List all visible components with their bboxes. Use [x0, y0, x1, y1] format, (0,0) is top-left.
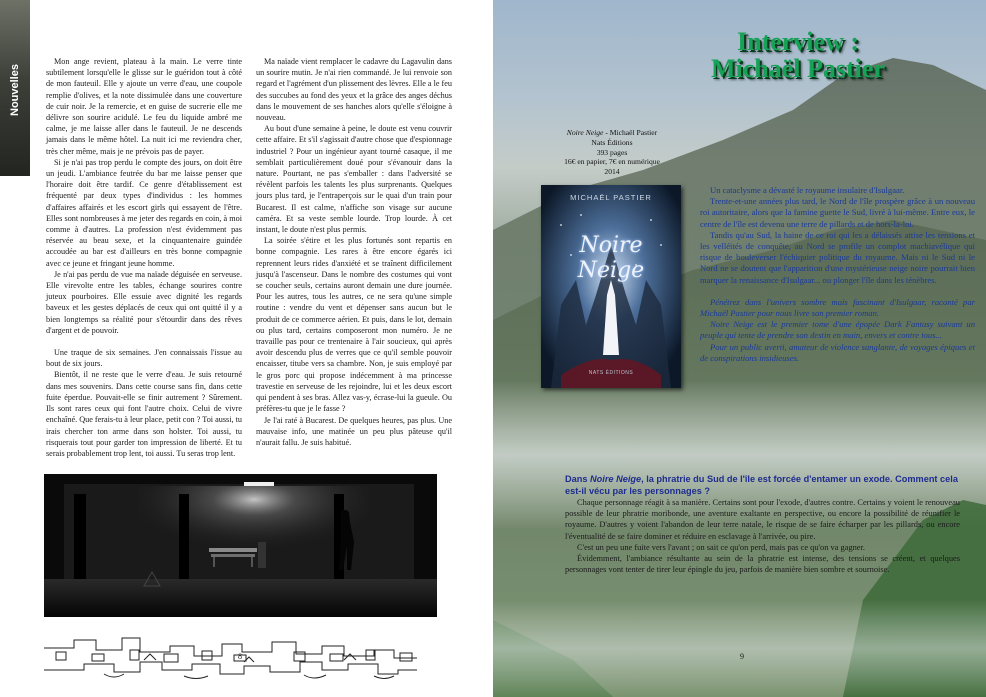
synopsis-paragraph: Trente-et-une années plus tard, le Nord de l'île prospère grâce à un nouveau roi autoritaire, alors que la famine guette le Sud, livré à lui-même. Entre eux, le centre de l'île est devenu une terre de pillards et de hors-la-loi.: [700, 196, 975, 229]
interview-title: [643, 28, 953, 82]
cover-publisher: NATS ÉDITIONS: [588, 370, 634, 376]
cover-author: MICHAËL PASTIER: [570, 193, 652, 202]
paragraph: La soirée s'étire et les plus fortunés sont repartis en bonne compagnie. Les rares à être encore égarés ici reprennent leurs rides d'anxiété et se traînent difficilement jusqu'à l'ascenseur. Dans le nombre des costumes qui vont se coucher seuls, certains auront demain une dure journée. Pour les autres, tous les autres, ce ne sera qu'une simple routine : vendre du vent et dépenser sans aucun but le produit de ce commerce aérien. Et puis, dans le lot, demain ou plus tard, certains composeront mon numéro. Je ne travaille pas pour ce trentenaire à l'air soucieux, qui après avoir descendu plus de verres que ce qu'il semble pouvoir encaisser, titube vers sa chambre. Non, je suis employé par le gros porc qui propose indécemment à ma princesse travestie en serveuse de les rejoindre, lui et les deux escort qui pendent à ses bras. Allez vas-y, écrase-lui la gueule. Ou préfères-tu que je le fasse ?: [256, 236, 452, 414]
book-info: [547, 128, 677, 177]
interview-question: [565, 474, 960, 497]
page-number: 8: [238, 652, 242, 661]
book-year: 2014: [604, 167, 620, 177]
title-line: Interview :: [736, 27, 859, 56]
book-cover: [541, 185, 681, 388]
answer-paragraph: C'est un peu une fuite vers l'avant ; on sait ce qu'on perd, mais pas ce qu'on va gagner.: [577, 542, 865, 552]
book-title: Noire Neige: [566, 128, 604, 137]
synopsis-italic-paragraph: Pour un public averti, amateur de violence sanglante, de voyages épiques et de conspirations insidieuses.: [700, 341, 975, 363]
book-synopsis: [700, 185, 975, 364]
synopsis-paragraph: Un cataclysme a dévasté le royaume insulaire d'Isulgaar.: [710, 185, 905, 195]
synopsis-italic-paragraph: Pénétrez dans l'univers sombre mais fascinant d'Isulgaar, raconté par Michaël Pastier pour nous livre son premier roman.: [700, 296, 975, 319]
book-price: 16€ en papier, 7€ en numérique: [564, 157, 660, 167]
cover-title: Noire Neige: [577, 233, 645, 283]
paragraph: Je n'ai pas perdu de vue ma naïade déguisée en serveuse. Elle virevolte entre les tables, échange sourires contre juteux pourboires. Elle essuie avec dignité les regards baveux et les gestes déplacés de ceux qui ont quitté il y a bien longtemps sa réalité pour s'étourdir dans des rêves d'argent et de pouvoir.: [46, 269, 242, 335]
text-column-left: [46, 56, 242, 459]
right-page: [493, 0, 986, 697]
section-tab-label: Nouvelles: [9, 64, 21, 116]
question-text: , la phratrie du Sud de l'île est forcée d'entamer un exode. Comment cela est-il vécu par les personnages ?: [565, 474, 958, 496]
page-number: 9: [740, 652, 744, 661]
book-author: - Michaël Pastier: [603, 128, 658, 137]
night-street-illustration: [44, 474, 437, 617]
paragraph: Ma naïade vient remplacer le cadavre du Lagavulin dans un sourire mutin. Je n'ai rien commandé. Je lui renvoie son regard et l'agrément d'un plissement des lèvres. Elle a le feu des succubes au fond des yeux et la grâce des anges déchus dans le mouvement de ses hanches alors qu'elle s'éloigne à nouveau.: [256, 57, 452, 123]
text-column-right: [256, 56, 452, 448]
paragraph: Bientôt, il ne reste que le verre d'eau. Je suis retourné dans mes souvenirs. Dans cette course sans fin, dans cette fuite éperdue. Pouvait-elle se finir autrement ? Sûrement. Ils sont rares ceux qui font l'autre choix. Celui de vivre enchaîné. Que ferais-tu à leur place, petit con ? Toi aussi, tu irais chercher ton arme dans son holster. Toi aussi, tu risquerais tout pour garder ton impression de liberté. Et tu serais probablement trop lent, toi aussi. Tu seras trop lent.: [46, 370, 242, 458]
paragraph: Je l'ai raté à Bucarest. De quelques heures, pas plus. Une mauvaise info, une matinée un peu plus pâteuse qu'il n'aurait fallu. Je suis habitué.: [256, 415, 452, 447]
paragraph: Si je n'ai pas trop perdu le compte des jours, on doit être un jeudi. L'ambiance feutrée du bar me laisse penser que l'horaire doit être tardif. Ce genre d'établissement est fréquenté par deux types d'individus : les hommes d'affaires affairés et les escort girls qui essayent de l'être. Elles sont nombreuses à me jeter des regards en coin, à moi comme à d'autres. La profession n'est évidemment pas réservée au beau sexe, et la cinquantenaire guindée accoudée au bar est d'ailleurs en très bonne compagnie avec ce jeune et fringant jeune homme.: [46, 157, 242, 268]
synopsis-paragraph: Tandis qu'au Sud, la haine de ce roi qui les a délaissés attise les tensions et les velléités de conquête, au Nord se profile un complot machiavélique qui risque de bouleverser l'échiquier politique du royaume. Mais ni le Sud ni le Nord ne se doutent que l'apparition d'une mystérieuse neige noire pourrait bien marquer la renaissance d'Isulgaar... ou plonger l'île dans les ténèbres.: [700, 229, 975, 285]
book-pages: 393 pages: [596, 147, 628, 157]
book-title-line: [547, 128, 677, 138]
title-line: Michaël Pastier: [711, 54, 885, 83]
answer-paragraph: Chaque personnage réagit à sa manière. Certains sont pour l'exode, d'autres contre. Certains y voient le renouveau possible de leur phratrie moribonde, une aventure exaltante en perspective, ou encore la possibilité de réunifier le royaume. D'autres y voient l'abandon de leur terre natale, le risque de se faire écharper par les pillards, ou encore l'éventualité de se faire dominer et réduire en esclavage à l'arrivée, ou pire.: [565, 498, 960, 541]
section-tab: [0, 0, 30, 176]
paragraph: Au bout d'une semaine à peine, le doute est venu couvrir cette affaire. Et s'il s'agissait d'autre chose que d'espionnage industriel ? Pour un ingénieur ayant tourné casaque, il me semblait particulièrement doué pour s'évanouir dans la nature. Pourtant, ne pas s'emballer : dans l'adversité se révèlent parfois les talents les plus surprenants. Quelques jours plus tard, je l'entraperçois sur le quai d'un train pour Bucarest. Il est calme, n'affiche son visage sur aucune caméra. Et sa veste semble lourde. Trop lourde. À cet instant, le doute n'est plus permis.: [256, 124, 452, 235]
synopsis-italic-paragraph: Noire Neige est le premier tome d'une épopée Dark Fantasy suivant un peuple qui tente de prendre son destin en main, envers et contre tous...: [700, 319, 975, 341]
paragraph: Mon ange revient, plateau à la main. Le verre tinte subtilement lorsqu'elle le glisse sur le guéridon tout à côté de mon fauteuil. Elle y ajoute un verre d'eau, une coupole remplie d'olives, et la note dissimulée dans une couverture de cuir noir. Je la remercie, et en guise de sucrerie elle me délivre son sourire acidulé. Le feu du liquide ambré me calme, je me laisse aller dans le fauteuil. Je ne descends jamais dans le même hôtel. La nuit ici me reviendra cher, très cher même, mais je ne prévois pas de payer.: [46, 57, 242, 156]
question-book-title: Noire Neige: [590, 474, 642, 484]
book-publisher: Nats Éditions: [591, 137, 633, 147]
question-prefix: Dans: [565, 474, 591, 484]
interview-answer: [565, 497, 960, 575]
paragraph: Une traque de six semaines. J'en connaissais l'issue au bout de six jours.: [46, 348, 242, 369]
answer-paragraph: Évidemment, l'ambiance résultante au sein de la phratrie est intense, des tensions se créent, et quelques personnages vont tenter de tirer leur épingle du jeu, parfois de manière bien sombre et sournoise.: [565, 554, 960, 575]
